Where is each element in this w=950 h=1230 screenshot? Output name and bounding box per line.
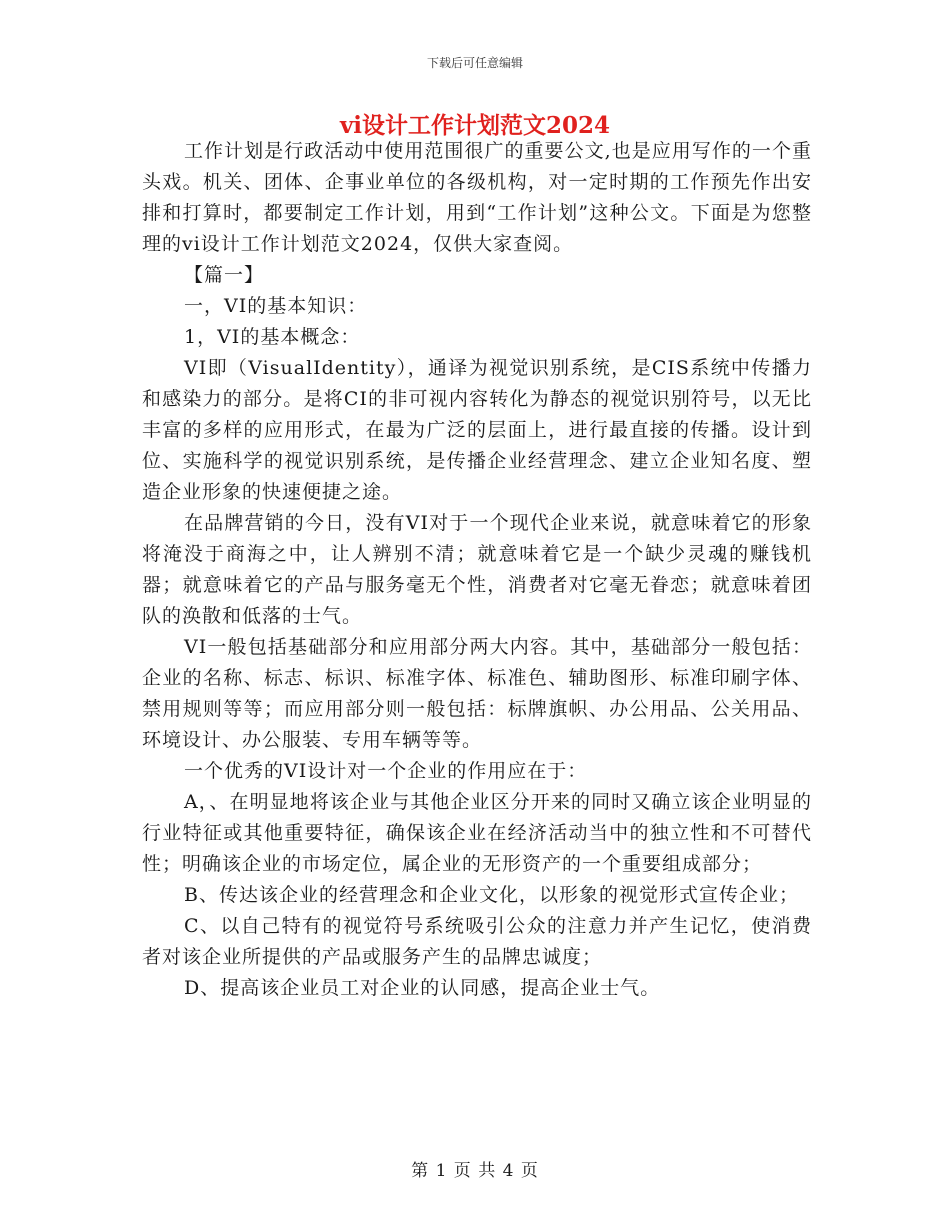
paragraph-brand-marketing: 在品牌营销的今日，没有VI对于一个现代企业来说，就意味着它的形象将淹没于商海之中，让人辨别不清；就意味着它是一个缺少灵魂的赚钱机器；就意味着它的产品与服务毫无个性，消费者对它毫无眷恋；就意味着团队的涣散和低落的士气。 xyxy=(142,512,812,627)
list-item-c: C、以自己特有的视觉符号系统吸引公众的注意力并产生记忆，使消费者对该企业所提供的产品或服务产生的品牌忠诚度； xyxy=(142,915,812,968)
section-heading-part-one: 【篇一】 xyxy=(184,264,265,286)
list-item-a: A，、在明显地将该企业与其他企业区分开来的同时又确立该企业明显的行业特征或其他重要特征，确保该企业在经济活动当中的独立性和不可替代性；明确该企业的市场定位，属企业的无形资产的一个重要组成部分； xyxy=(142,791,812,875)
page-number: 第 1 页 共 4 页 xyxy=(411,1161,539,1181)
header-note: 下载后可任意编辑 xyxy=(426,56,523,70)
list-item-d: D、提高该企业员工对企业的认同感，提高企业士气。 xyxy=(184,977,661,999)
paragraph-vi-definition: VI即（VisualIdentity），通译为视觉识别系统，是CIS系统中传播力和感染力的部分。是将CI的非可视内容转化为静态的视觉识别符号，以无比丰富的多样的应用形式，在最为广泛的层面上，进行最直接的传播。设计到位、实施科学的视觉识别系统，是传播企业经营理念、建立企业知名度、塑造企业形象的快速便捷之途。 xyxy=(142,357,812,503)
document-title: vi设计工作计划范文2024 xyxy=(339,112,611,139)
heading-vi-concept: 1，VI的基本概念： xyxy=(184,326,361,348)
paragraph-intro: 工作计划是行政活动中使用范围很广的重要公文,也是应用写作的一个重头戏。机关、团体、企事业单位的各级机构，对一定时期的工作预先作出安排和打算时，都要制定工作计划，用到“工作计划”这种公文。下面是为您整理的vi设计工作计划范文2024，仅供大家查阅。 xyxy=(142,140,812,255)
document-body xyxy=(142,136,812,1004)
paragraph-vi-contents: VI一般包括基础部分和应用部分两大内容。其中，基础部分一般包括：企业的名称、标志、标识、标准字体、标准色、辅助图形、标准印刷字体、禁用规则等等；而应用部分则一般包括：标牌旗帜、办公用品、公关用品、环境设计、办公服装、专用车辆等等。 xyxy=(142,636,812,751)
list-item-b: B、传达该企业的经营理念和企业文化，以形象的视觉形式宣传企业； xyxy=(184,884,799,906)
heading-vi-basics: 一，VI的基本知识： xyxy=(184,295,368,317)
paragraph-vi-role-intro: 一个优秀的VI设计对一个企业的作用应在于： xyxy=(184,760,588,782)
